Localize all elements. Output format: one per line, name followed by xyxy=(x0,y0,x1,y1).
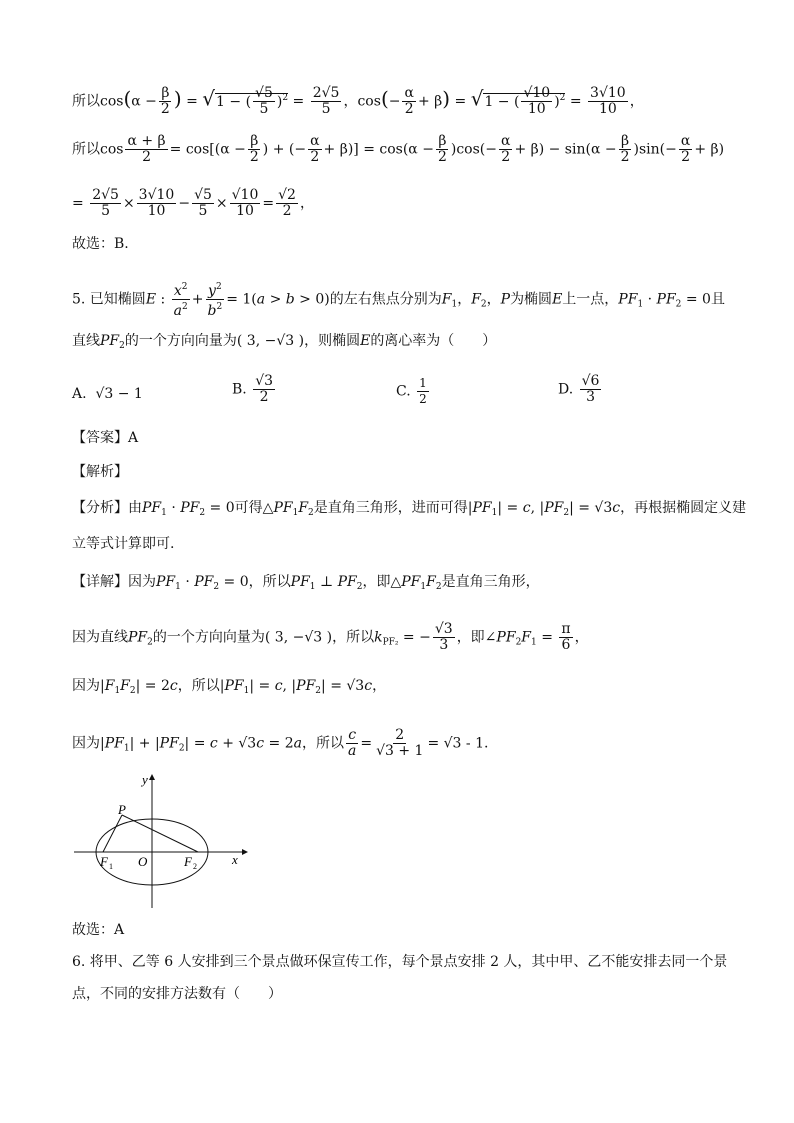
text: + β) − sin(α − xyxy=(514,141,617,158)
answer-a: 故选：A xyxy=(72,922,125,938)
text: ，所以 xyxy=(248,574,291,590)
analysis-label: 【解析】 xyxy=(72,464,128,480)
text: 【分析】由 xyxy=(72,500,142,516)
text: 【详解】因为 xyxy=(72,574,156,590)
xiangjie-line-3: 因为$|F_1F_2| = 2c$，所以$|PF_1| = c$, $|PF_2| = √3c$， xyxy=(72,678,387,696)
answer-label: 【答案】A xyxy=(72,430,139,446)
text: 因为 xyxy=(72,735,100,752)
text: 是直角三角形， xyxy=(441,574,540,590)
xiangjie-line-4: 因为$|PF_1| + |PF_2| = c + √3c = 2a$，所以 $\frac{c}{a}$ = $\frac{2}{√3 + 1}$ = √3 - 1. xyxy=(72,727,489,759)
text: ，则椭圆 xyxy=(304,333,361,349)
line-1: 所以cos(α − $\frac{\beta}{2}$ ) = √1 − ( $\frac{√5}{5}$ )$^2$ = $\frac{2√5}{5}$ ，cos(− $\frac{\alpha}{2}$ + β) = √1 − ( $\frac{√10}{10}$ )$^2$ = $\frac{3√10}{10}$ ， xyxy=(72,85,644,117)
option-a: A. √3 − 1 xyxy=(72,386,143,402)
fenxi-line-1: 【分析】由$PF_1 \cdot PF_2 = 0$可得$\triangle PF_1F_2$是直角三角形，进而可得$|PF_1| = c$, $|PF_2| = √3c$，再根据椭圆定义建 xyxy=(72,500,747,518)
text: ，所以 xyxy=(177,678,220,694)
option-c: C. $\frac{1}{2}$ xyxy=(396,376,427,406)
text: 上一点， xyxy=(562,291,619,308)
text: ，所以 xyxy=(332,629,375,646)
segment-pf2 xyxy=(122,815,198,852)
text: 是直角三角形，进而可得 xyxy=(313,500,468,516)
xiangjie-line-2: 因为直线$PF_2$的一个方向向量为( 3, −√3 )，所以$k_{PF_2}$ = − $\frac{√3}{3}$ ，即$\angle PF_2F_1$ = $\frac{\pi}{6}$ ， xyxy=(72,621,589,653)
text: ，即∠ xyxy=(456,629,497,646)
option-label: C. xyxy=(396,383,411,400)
option-label: D. xyxy=(558,381,574,398)
text: ， xyxy=(372,678,387,694)
question-5-line-2: 直线$PF_2$的一个方向向量为( 3, −√3 )，则椭圆E的离心率为（ ） xyxy=(72,333,497,351)
text: 的一个方向向量为 xyxy=(124,333,237,349)
option-label: B. xyxy=(232,381,247,398)
label-o: O xyxy=(138,854,148,869)
line-2: 所以cos $\frac{\alpha + \beta}{2}$ = cos[(α − $\frac{\beta}{2}$ ) + (− $\frac{\alpha}{2}$ + β)] = cos(α − $\frac{\beta}{2}$ )cos(− $\frac{\alpha}{2}$ + β) − sin(α − $\frac{\beta}{2}$ )sin(− $\frac{\alpha}{2}$ + β) xyxy=(72,133,725,165)
text: ， xyxy=(299,195,314,212)
text: ，即△ xyxy=(362,574,402,590)
label-f1-sub: 1 xyxy=(109,862,113,871)
question-6-line-1: 6. 将甲、乙等 6 人安排到三个景点做环保宣传工作，每个景点安排 2 人，其中甲、乙不能安排去同一个景 xyxy=(72,954,728,970)
x-axis-arrow xyxy=(242,849,248,855)
option-label: A. xyxy=(72,386,87,402)
text: 所以cos xyxy=(72,93,124,110)
answer-b: 故选：B. xyxy=(72,236,129,252)
y-axis-arrow xyxy=(149,774,155,780)
line-3: = $\frac{2√5}{5}$ × $\frac{3√10}{10}$ − $\frac{√5}{5}$ × $\frac{√10}{10}$ = $\frac{√2}{2}$ ， xyxy=(72,187,314,219)
text: )sin(− xyxy=(633,141,677,158)
text: . xyxy=(483,735,489,752)
label-p: P xyxy=(118,802,126,817)
text: + β)] = cos(α − xyxy=(323,141,434,158)
text: 且 xyxy=(710,291,725,308)
text: 的离心率为（ ） xyxy=(370,333,497,349)
label-f1: F xyxy=(100,854,108,869)
label-x: x xyxy=(232,852,238,867)
text: ，所以 xyxy=(301,735,344,752)
text: )cos(− xyxy=(450,141,497,158)
text: 因为直线 xyxy=(72,629,128,646)
text: 为椭圆 xyxy=(510,291,553,308)
text: 5. 已知椭圆 xyxy=(72,291,146,308)
question-5-line-1: 5. 已知椭圆E : $\frac{x^2}{a^2}$ + $\frac{y^2}{b^2}$ = 1(a > b > 0)的左右焦点分别为$F_1$，$F_2$，P为椭圆E上一点，$PF_1 \cdot PF_2 = 0$且 xyxy=(72,282,725,319)
label-f2-sub: 2 xyxy=(193,862,197,871)
text: ，cos xyxy=(343,93,381,110)
option-b: B. $\frac{√3}{2}$ xyxy=(232,373,274,405)
fenxi-line-2: 立等式计算即可. xyxy=(72,536,175,552)
label-y: y xyxy=(142,772,148,787)
text: 因为 xyxy=(72,678,100,694)
option-d: D. $\frac{√6}{3}$ xyxy=(558,373,600,405)
text: 的一个方向向量为 xyxy=(152,629,265,646)
xiangjie-line-1: 【详解】因为$PF_1 \cdot PF_2 = 0$，所以$PF_1$ ⊥ $PF_2$，即$\triangle PF_1F_2$是直角三角形， xyxy=(72,574,540,592)
ellipse-figure xyxy=(70,772,260,912)
text: + β) xyxy=(694,141,725,158)
text: 所以cos xyxy=(72,141,124,158)
text: ，再根据椭圆定义建 xyxy=(620,500,747,516)
question-6-line-2: 点，不同的安排方法数有（ ） xyxy=(72,986,282,1002)
text: ) + (− xyxy=(262,141,307,158)
text: 可得△ xyxy=(234,500,274,516)
text: 的左右焦点分别为 xyxy=(329,291,442,308)
label-f2: F xyxy=(184,854,192,869)
text: 直线 xyxy=(72,333,100,349)
text: = cos[(α − xyxy=(169,141,246,158)
